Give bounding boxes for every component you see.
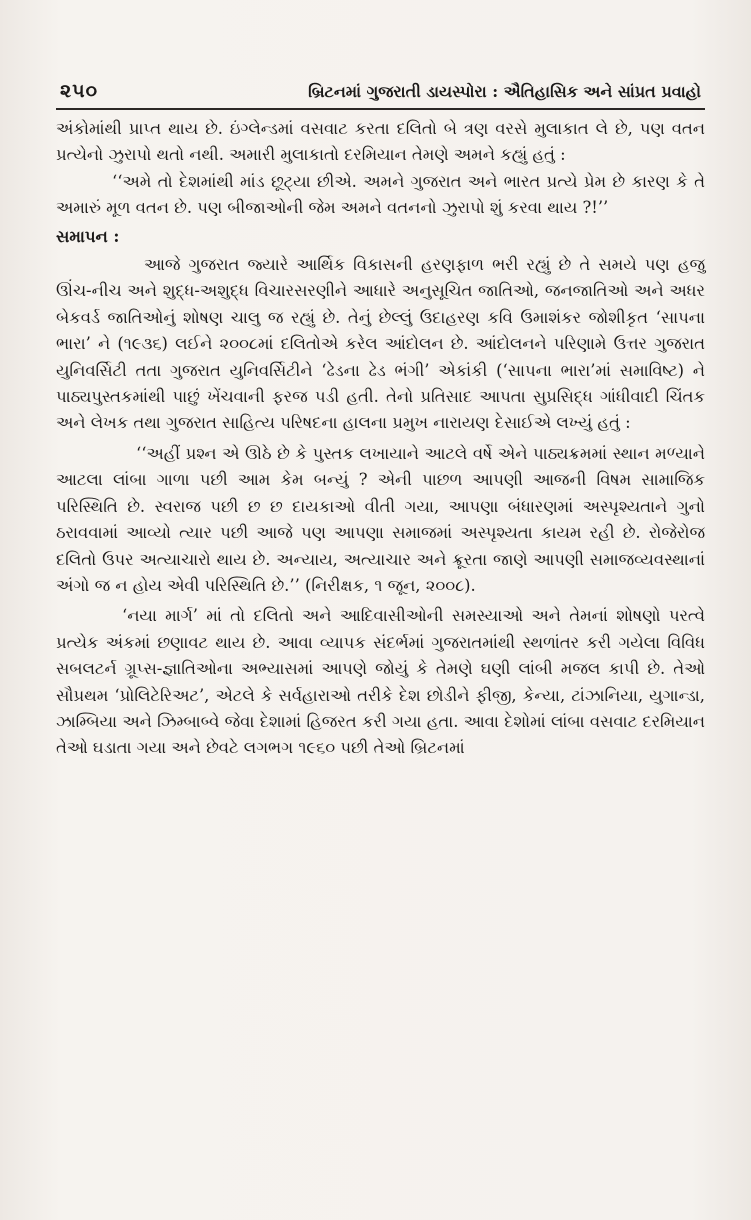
body-paragraph-3: ‘નયા માર્ગ’ માં તો દલિતો અને આદિવાસીઓની સમસ્યાઓ અને તેમનાં શોષણો પરત્વે પ્રત્યેક અંકમાં છણાવટ થાય છે. આવા વ્યાપક સંદર્ભમાં ગુજરાતમાંથી સ્થળાંતર કરી ગયેલા વિવિધ સબલટર્ન ગ્રૂપ્સ-જ્ઞાતિઓના અભ્યાસમાં આપણે જોયું કે તેમણે ઘણી લાંબી મજલ કાપી છે. તેઓ સૌપ્રથમ ‘પ્રોલિટેરિઅટ’, એટલે કે સર્વહારાઓ તરીકે દેશ છોડીને ફીજી, કેન્યા, ટાંઝાનિયા, યુગાન્ડા, ઝામ્બિયા અને ઝિમ્બાબ્વે જેવા દેશામાં હિજરત કરી ગયા હતા. આવા દેશોમાં લાંબા વસવાટ દરમિયાન તેઓ ઘડાતા ગયા અને છેવટે લગભગ ૧૯૬૦ પછી તેઓ બ્રિટનમાં	[56, 606, 705, 758]
body-paragraph-2: આજે ગુજરાત જ્યારે આર્થિક વિકાસની હરણફાળ ભરી રહ્યું છે તે સમયે પણ હજુ ઊંચ-નીચ અને શુદ્ધ-અશુદ્ધ વિચારસરણીને આધારે અનુસૂચિત જાતિઓ, જનજાતિઓ અને અધર બેકવર્ડ જાતિઓનું શોષણ ચાલુ જ રહ્યું છે. તેનું છેલ્લું ઉદાહરણ કવિ ઉમાશંકર જોશીકૃત ‘સાપના ભારા’ ને (૧૯૩૬) લઈને ૨૦૦૮માં દલિતોએ કરેલ આંદોલન છે. આંદોલનને પરિણામે ઉત્તર ગુજરાત યુનિવર્સિટી તતા ગુજરાત યુનિવર્સિટીને ‘ઢેડના ઢેડ ભંગી’ એકાંકી (‘સાપના ભારા’માં સમાવિષ્ટ) ને પાઠ્યપુસ્તકમાંથી પાછું ખેંચવાની ફરજ પડી હતી. તેનો પ્રતિસાદ આપતા સુપ્રસિદ્ધ ગાંધીવાદી ચિંતક અને લેખક તથા ગુજરાત સાહિત્ય પરિષદના હાલના પ્રમુખ નારાયણ દેસાઈએ લખ્યું હતું :	[56, 255, 705, 433]
running-title: બ્રિટનમાં ગુજરાતી ડાયસ્પોરા : ઐતિહાસિક અને સાંપ્રત પ્રવાહો	[308, 82, 701, 101]
section-heading: સમાપન :	[56, 226, 120, 246]
page-number: ૨૫૦	[60, 80, 99, 102]
page-header	[56, 80, 705, 110]
block-quote-1: ‘‘અમે તો દેશમાંથી માંડ છૂટ્યા છીએ. અમને ગુજરાત અને ભારત પ્રત્યે પ્રેમ છે કારણ કે તે અમારું મૂળ વતન છે. પણ બીજાઓની જેમ અમને વતનનો ઝુરાપો શું કરવા થાય ?!’’	[56, 171, 705, 218]
body-paragraph-1: અંકોમાંથી પ્રાપ્ત થાય છે. ઇંગ્લેન્ડમાં વસવાટ કરતા દલિતો બે ત્રણ વરસે મુલાકાત લે છે, પણ વતન પ્રત્યેનો ઝુરાપો થતો નથી. અમારી મુલાકાતો દરમિયાન તેમણે અમને કહ્યું હતું :	[56, 119, 705, 165]
block-quote-2: ‘‘અહીં પ્રશ્ન એ ઊઠે છે કે પુસ્તક લખાયાને આટલે વર્ષે એને પાઠ્યક્રમમાં સ્થાન મળ્યાને આટલા લાંબા ગાળા પછી આમ કેમ બન્યું ? એની પાછળ આપણી આજની વિષમ સામાજિક પરિસ્થિતિ છે. સ્વરાજ પછી છ છ દાયકાઓ વીતી ગયા, આપણા બંધારણમાં અસ્પૃશ્યતાને ગુનો ઠરાવવામાં આવ્યો ત્યાર પછી આજે પણ આપણા સમાજમાં અસ્પૃશ્યતા કાયમ રહી છે. રોજેરોજ દલિતો ઉપર અત્યાચારો થાય છે. અન્યાય, અત્યાચાર અને ક્રૂરતા જાણે આપણી સમાજવ્યવસ્થાનાં અંગો જ ન હોય એવી પરિસ્થિતિ છે.’’ (નિરીક્ષક, ૧ જૂન, ૨૦૦૮).	[56, 443, 705, 595]
page-body	[56, 116, 705, 762]
